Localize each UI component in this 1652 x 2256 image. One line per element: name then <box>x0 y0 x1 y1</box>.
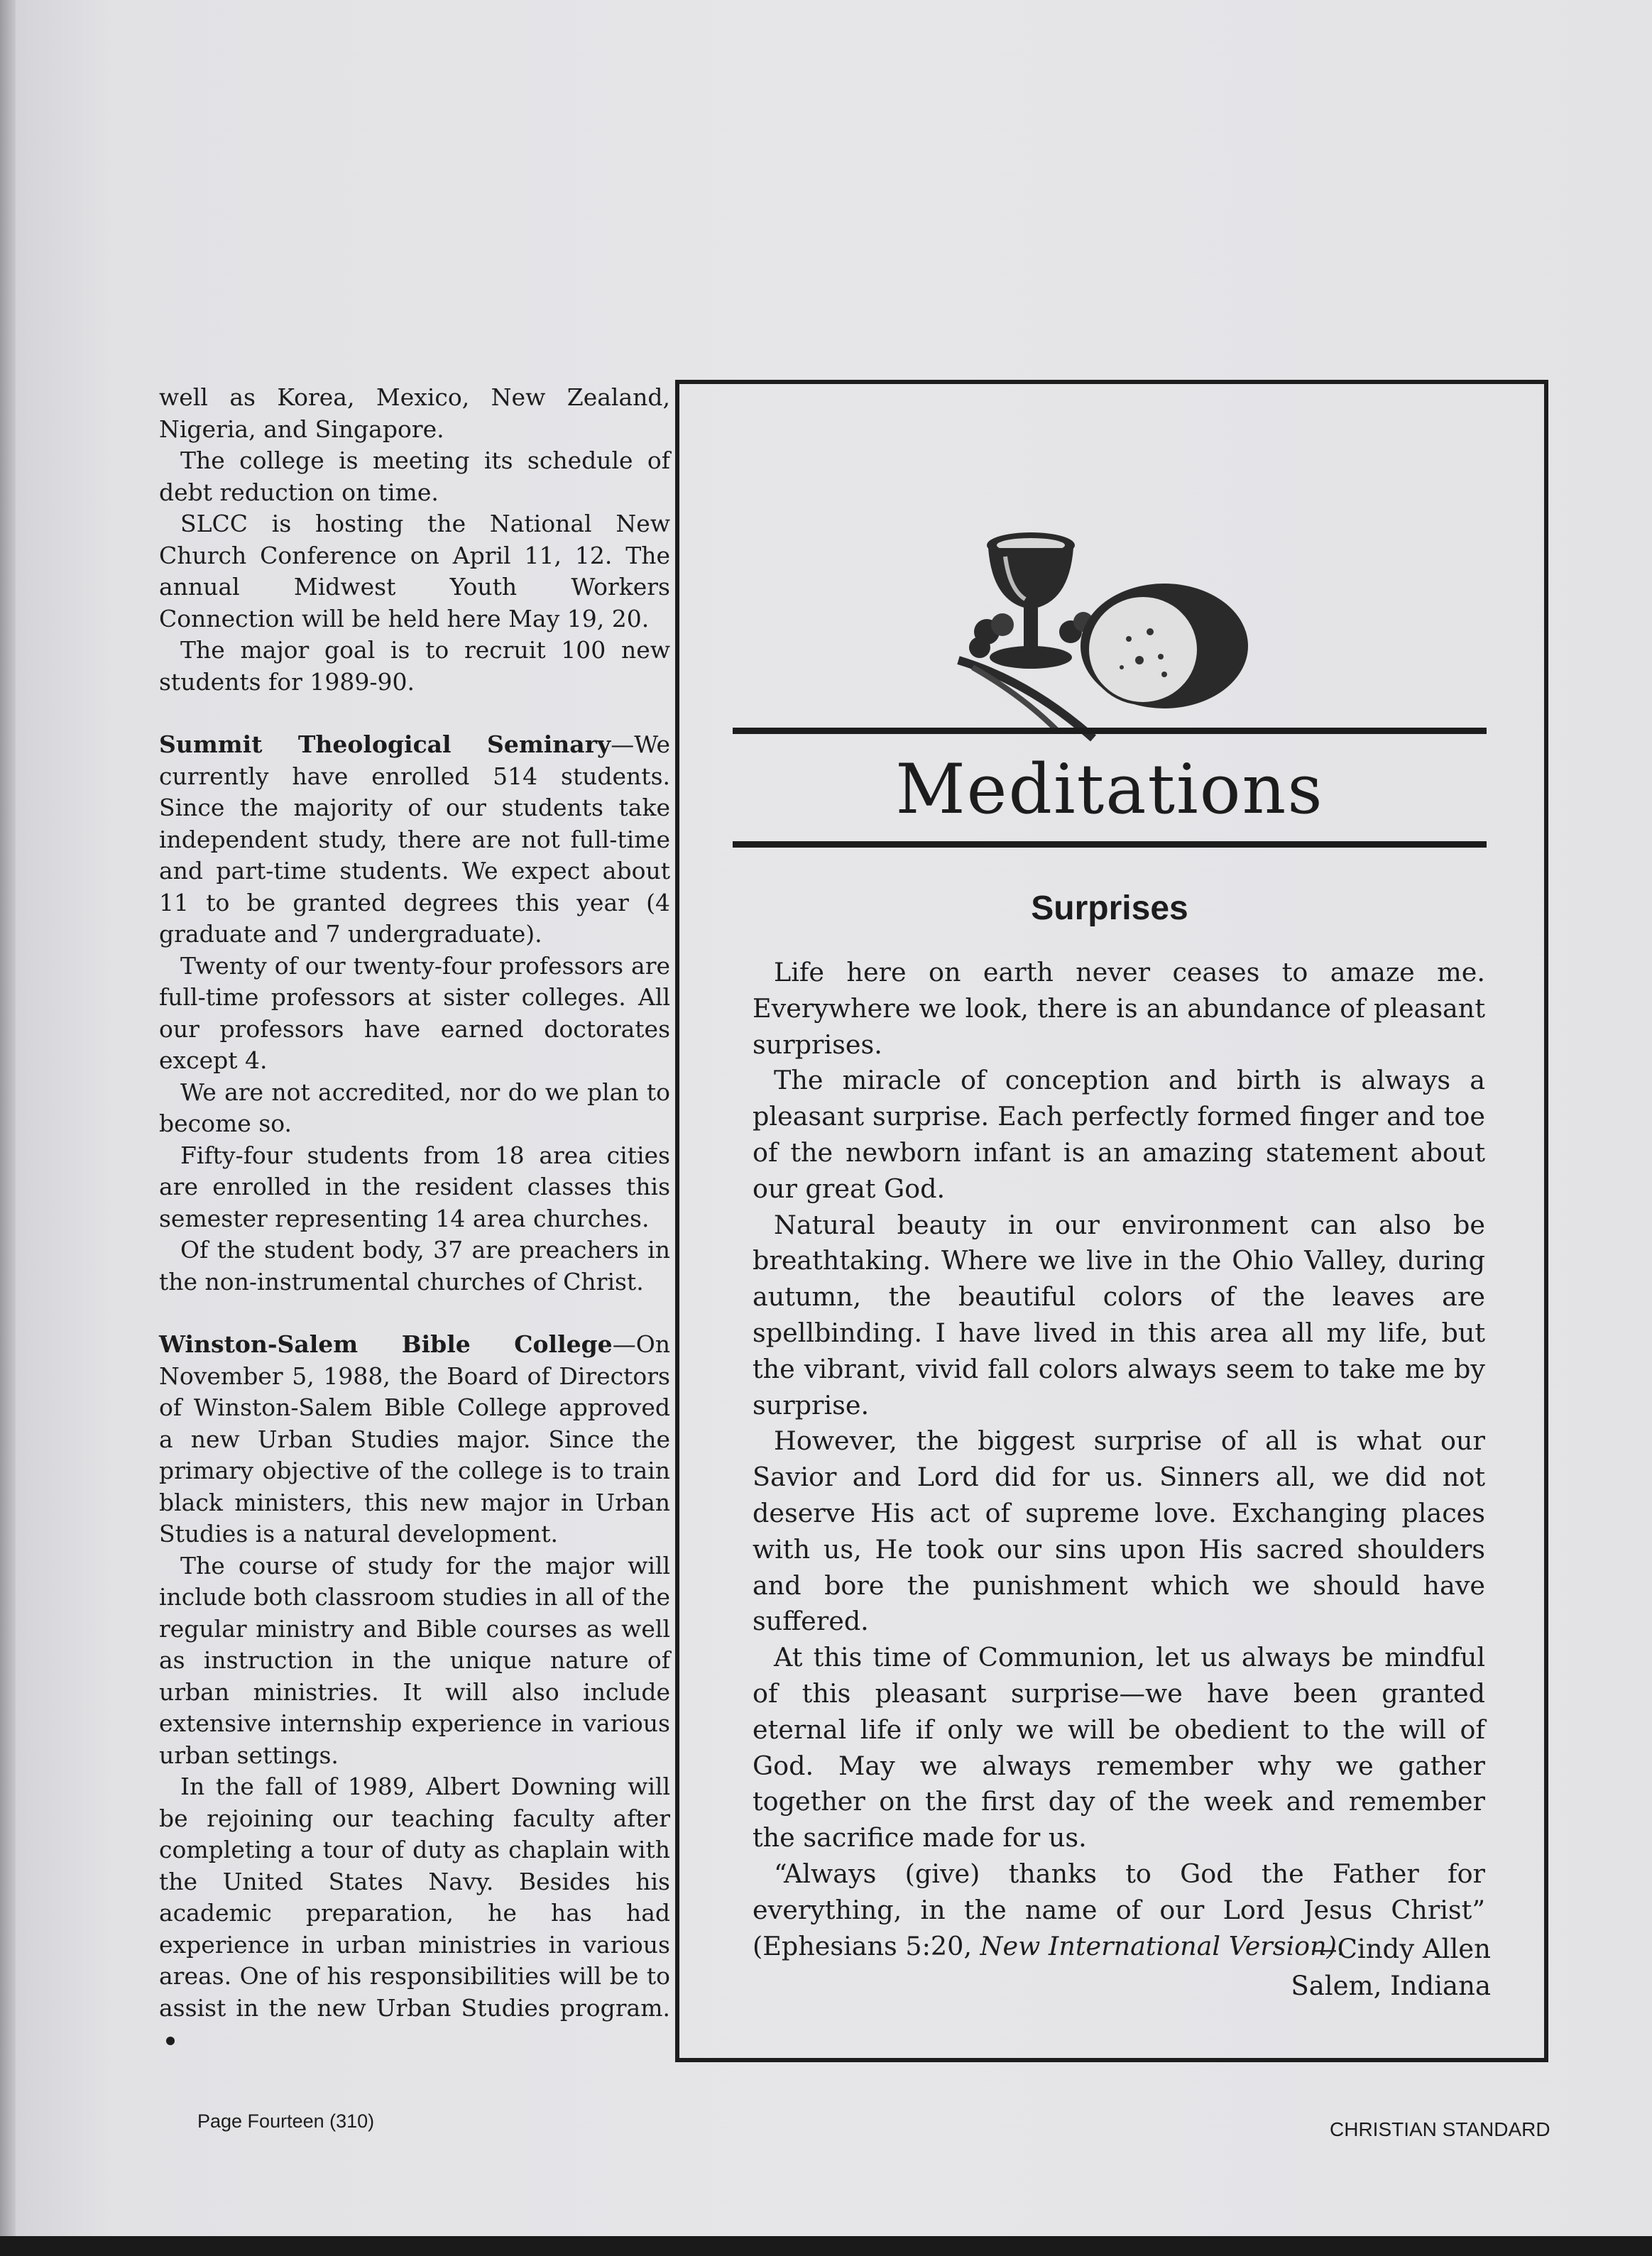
paragraph: SLCC is hosting the National New Church Conference on April 11, 12. The annual Midwest Youth Workers Connection will be held here May 19, 20. <box>159 510 670 633</box>
bottom-rule <box>733 841 1487 848</box>
paragraph: Life here on earth never ceases to amaze me. Everywhere we look, there is an abundance of pleasant surprises. <box>753 957 1485 1060</box>
paragraph: In the fall of 1989, Albert Downing will be rejoining our teaching faculty after completing a tour of duty as chaplain with the United States Navy. Besides his academic preparation, he has had experience in urban ministries in various areas. One of his responsibilities will be to assist in the new Urban Studies program. <box>159 1771 670 2056</box>
scripture-quote: “Always (give) thanks to God the Father for everything, in the name of our Lord Jesus Christ” (Ephesians 5:20, New International Version). <box>753 1858 1485 1961</box>
paragraph: However, the biggest surprise of all is what our Savior and Lord did for us. Sinners all, we did not deserve His act of supreme love. Exchanging places with us, He took our sins upon His sacred shoulders and bore the punishment which we should have suffered. <box>753 1425 1485 1637</box>
top-rule <box>733 728 1487 734</box>
scan-edge <box>0 2236 1652 2256</box>
paragraph: Twenty of our twenty-four professors are full-time professors at sister colleges. All our professors have earned doctorates except 4. <box>159 951 670 1074</box>
article-title: Surprises <box>1031 889 1188 927</box>
paragraph: The college is meeting its schedule of debt reduction on time. <box>159 447 670 506</box>
summit-heading: Summit Theological Seminary <box>159 730 611 758</box>
paragraph: We are not accredited, nor do we plan to become so. <box>159 1078 670 1137</box>
winston-section-intro: Winston-Salem Bible College—On November 5, 1988, the Board of Directors of Winston-Salem Bible College approved a new Urban Studies major. Since the primary objective of the college is to train black ministers, this new major in Urban Studies is a natural development. <box>159 1330 670 1548</box>
meditations-logo: Meditations <box>895 750 1324 829</box>
page-number: Page Fourteen (310) <box>197 2110 375 2132</box>
author-location: Salem, Indiana <box>1291 1971 1491 2001</box>
paragraph: Of the student body, 37 are preachers in the non-instrumental churches of Christ. <box>159 1236 670 1296</box>
paragraph: well as Korea, Mexico, New Zealand, Nigeria, and Singapore. <box>159 383 670 443</box>
paragraph: The course of study for the major will include both classroom studies in all of the regular ministry and Bible courses as well as instruction in the unique nature of urban ministries. It will also include extensive internship experience in various urban settings. <box>159 1551 670 1769</box>
summit-section-intro: Summit Theological Seminary—We currently have enrolled 514 students. Since the majority of our students take independent study, there are not full-time and part-time students. We expect about 11 to be granted degrees this year (4 graduate and 7 undergraduate). <box>159 730 670 948</box>
end-of-article-bullet <box>166 2037 175 2045</box>
page-binding <box>0 0 16 2256</box>
signature <box>1207 1931 1491 2005</box>
paragraph: The major goal is to recruit 100 new students for 1989-90. <box>159 636 670 696</box>
meditation-body <box>753 955 1485 1964</box>
paragraph: Natural beauty in our environment can also be breathtaking. Where we live in the Ohio Valley, during autumn, the beautiful colors of the leaves are spellbinding. I have lived in this area all my life, but the vibrant, vivid fall colors always seem to take me by surprise. <box>753 1209 1485 1420</box>
communion-chalice-bread-grapes-icon <box>951 525 1257 760</box>
paragraph: At this time of Communion, let us always be mindful of this pleasant surprise—we have been granted eternal life if only we will be obedient to the will of God. May we always remember why we gather together on the first day of the week and remember the sacrifice made for us. <box>753 1642 1485 1853</box>
winston-heading: Winston-Salem Bible College <box>159 1330 613 1358</box>
left-column <box>159 382 670 2056</box>
paragraph: The miracle of conception and birth is always a pleasant surprise. Each perfectly formed finger and toe of the newborn infant is an amazing statement about our great God. <box>753 1065 1485 1204</box>
author-name: —Cindy Allen <box>1311 1934 1491 1964</box>
paragraph: Fifty-four students from 18 area cities are enrolled in the resident classes this semester representing 14 area churches. <box>159 1141 670 1232</box>
publication-name: CHRISTIAN STANDARD <box>1330 2118 1550 2140</box>
